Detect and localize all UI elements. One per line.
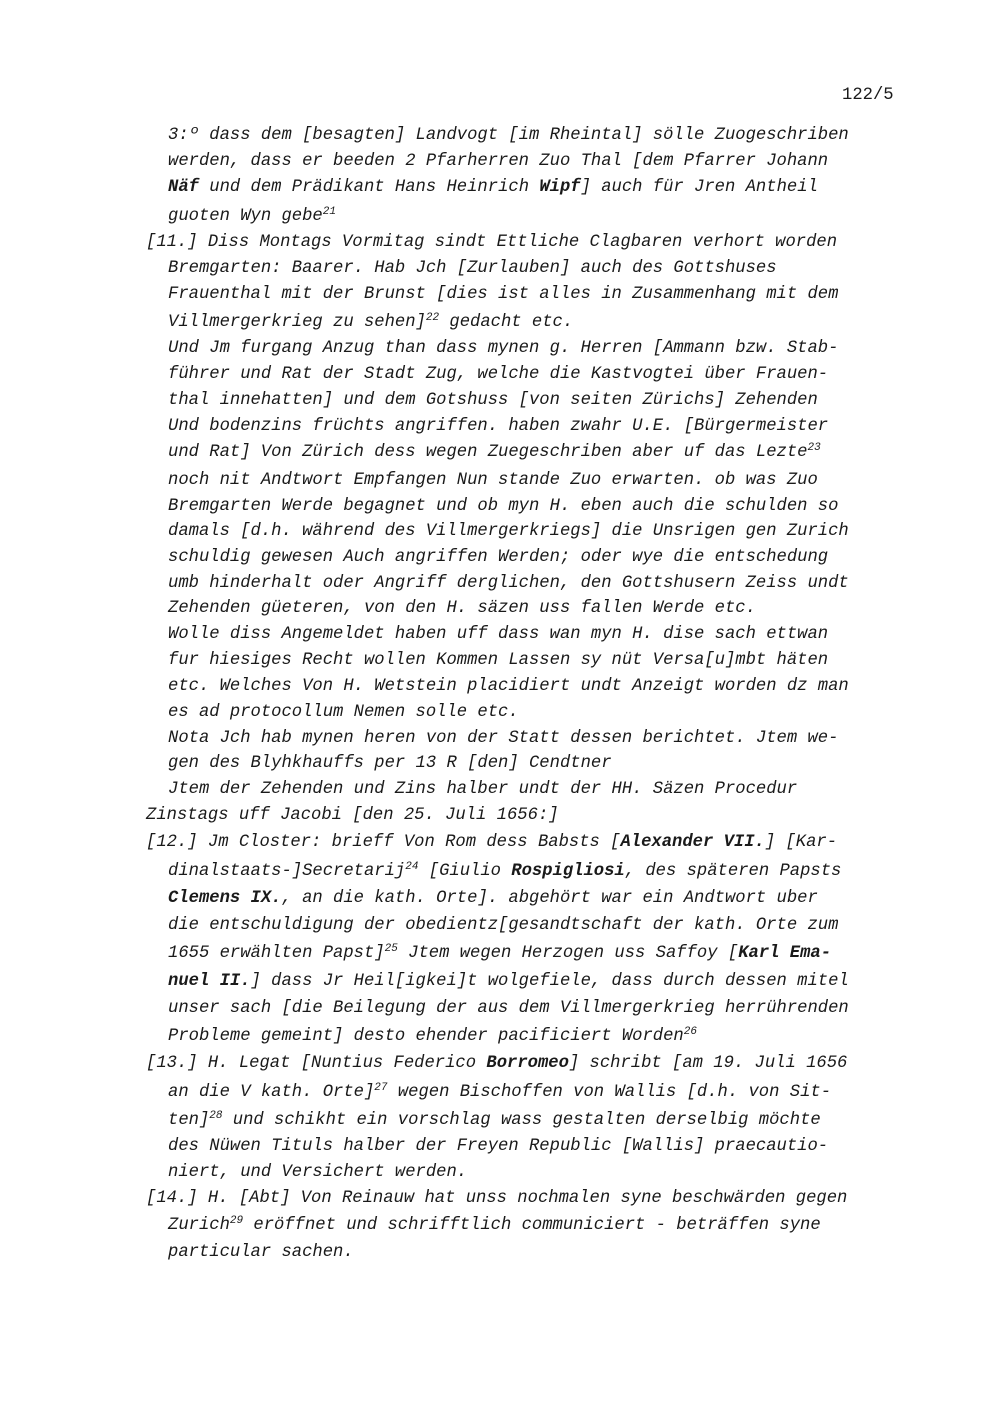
footnote-ref: 28 (209, 1109, 223, 1122)
footnote-ref: 27 (374, 1081, 388, 1094)
text-line: 3:º dass dem [besagten] Landvogt [im Rheintal] sölle Zuogeschriben (168, 126, 849, 145)
text-line: Clemens IX., an die kath. Orte]. abgehört war ein Andtwort uber (168, 889, 818, 908)
text-line: schuldig gewesen Auch angriffen Werden; oder wye die entschedung (168, 548, 829, 567)
text-line: und Rat] Von Zürich dess wegen Zuegeschriben aber uf das Lezte$^{23}$ (168, 441, 821, 462)
footnote-ref: 25 (384, 942, 398, 955)
text-line: dinalstaats-]Secretarij$^{24}$ [Giulio Rospigliosi, des späteren Papsts (168, 860, 842, 881)
text-line: Probleme gemeint] desto ehender pacificiert Worden$^{26}$ (168, 1025, 697, 1046)
text-line: etc. Welches Von H. Wetstein placidiert undt Anzeigt worden dz man (168, 677, 849, 696)
person-name-bold: Karl Ema- (738, 944, 832, 963)
footnote-ref: 21 (322, 205, 336, 218)
person-name-bold: Näf (168, 178, 199, 197)
text-line: fur hiesiges Recht wollen Kommen Lassen sy nüt Versa[u]mbt häten (168, 651, 829, 670)
text-line: an die V kath. Orte]$^{27}$ wegen Bischoffen von Wallis [d.h. von Sit- (168, 1081, 832, 1102)
text-line: unser sach [die Beilegung der aus dem Villmergerkrieg herrührenden (168, 999, 849, 1018)
text-line: particular sachen. (168, 1243, 354, 1262)
person-name-bold: Wipf (539, 178, 581, 197)
text-line: die entschuldigung der obedientz[gesandtschaft der kath. Orte zum (168, 916, 839, 935)
text-line: Näf und dem Prädikant Hans Heinrich Wipf] auch für Jren Antheil (168, 178, 818, 197)
person-name-bold: Rospigliosi (511, 862, 625, 881)
person-name-bold: Alexander VII. (620, 833, 765, 852)
person-name-bold: Clemens IX. (168, 889, 282, 908)
text-line: [12.] Jm Closter: brieff Von Rom dess Babsts [Alexander VII.] [Kar- (146, 833, 838, 852)
text-line: nuel II.] dass Jr Heil[igkei]t wolgefiele, dass durch dessen mitel (168, 972, 849, 991)
text-line: Zurich$^{29}$ eröffnet und schrifftlich communiciert - beträffen syne (168, 1214, 821, 1235)
person-name-bold: Borromeo (486, 1054, 569, 1073)
text-line: [11.] Diss Montags Vormitag sindt Ettliche Clagbaren verhort worden (146, 233, 838, 252)
text-line: Jtem der Zehenden und Zins halber undt der HH. Säzen Procedur (168, 780, 798, 799)
text-line: Und Jm furgang Anzug than dass mynen g. Herren [Ammann bzw. Stab- (168, 339, 839, 358)
text-line: ten]$^{28}$ und schikht ein vorschlag wass gestalten derselbig möchte (168, 1109, 821, 1130)
text-line: umb hinderhalt oder Angriff derglichen, den Gottshusern Zeiss undt (168, 574, 849, 593)
text-line: gen des Blyhkhauffs per 13 R [den] Cendtner (168, 754, 612, 773)
person-name-bold: nuel II. (168, 972, 251, 991)
footnote-ref: 26 (683, 1025, 697, 1038)
text-line: Villmergerkrieg zu sehen]$^{22}$ gedacht etc. (168, 311, 574, 332)
text-line: Frauenthal mit der Brunst [dies ist alles in Zusammenhang mit dem (168, 285, 839, 304)
footnote-ref: 24 (405, 860, 419, 873)
footnote-ref: 23 (807, 441, 821, 454)
text-line: noch nit Andtwort Empfangen Nun stande Zuo erwarten. ob was Zuo (168, 471, 818, 490)
text-line: niert, und Versichert werden. (168, 1163, 468, 1182)
text-line: Bremgarten Werde begagnet und ob myn H. eben auch die schulden so (168, 497, 839, 516)
text-line: Zehenden güeteren, von den H. säzen uss fallen Werde etc. (168, 599, 756, 618)
footnote-ref: 29 (229, 1214, 244, 1227)
text-line: Zinstags uff Jacobi [den 25. Juli 1656:] (146, 806, 559, 825)
text-line: thal innehatten] und dem Gotshuss [von seiten Zürichs] Zehenden (168, 391, 818, 410)
text-line: 1655 erwählten Papst]$^{25}$ Jtem wegen Herzogen uss Saffoy [Karl Ema- (168, 942, 832, 963)
text-line: Nota Jch hab mynen heren von der Statt dessen berichtet. Jtem we- (168, 729, 839, 748)
text-line: guoten Wyn gebe$^{21}$ (168, 205, 336, 226)
text-line: Wolle diss Angemeldet haben uff dass wan myn H. dise sach ettwan (168, 625, 829, 644)
page-number: 122/5 (842, 86, 894, 105)
text-line: [14.] H. [Abt] Von Reinauw hat unss nochmalen syne beschwärden gegen (146, 1189, 848, 1208)
text-line: werden, dass er beeden 2 Pfarherren Zuo Thal [dem Pfarrer Johann (168, 152, 829, 171)
footnote-ref: 22 (425, 311, 440, 324)
text-line: es ad protocollum Nemen solle etc. (168, 703, 519, 722)
text-line: [13.] H. Legat [Nuntius Federico Borromeo] schribt [am 19. Juli 1656 (146, 1054, 848, 1073)
text-line: führer und Rat der Stadt Zug, welche die Kastvogtei über Frauen- (168, 365, 829, 384)
text-line: des Nüwen Tituls halber der Freyen Republic [Wallis] praecautio- (168, 1137, 829, 1156)
text-line: damals [d.h. während des Villmergerkriegs] die Unsrigen gen Zurich (168, 522, 849, 541)
text-line: Und bodenzins früchts angriffen. haben zwahr U.E. [Bürgermeister (168, 417, 829, 436)
text-line: Bremgarten: Baarer. Hab Jch [Zurlauben] auch des Gottshuses (168, 259, 777, 278)
